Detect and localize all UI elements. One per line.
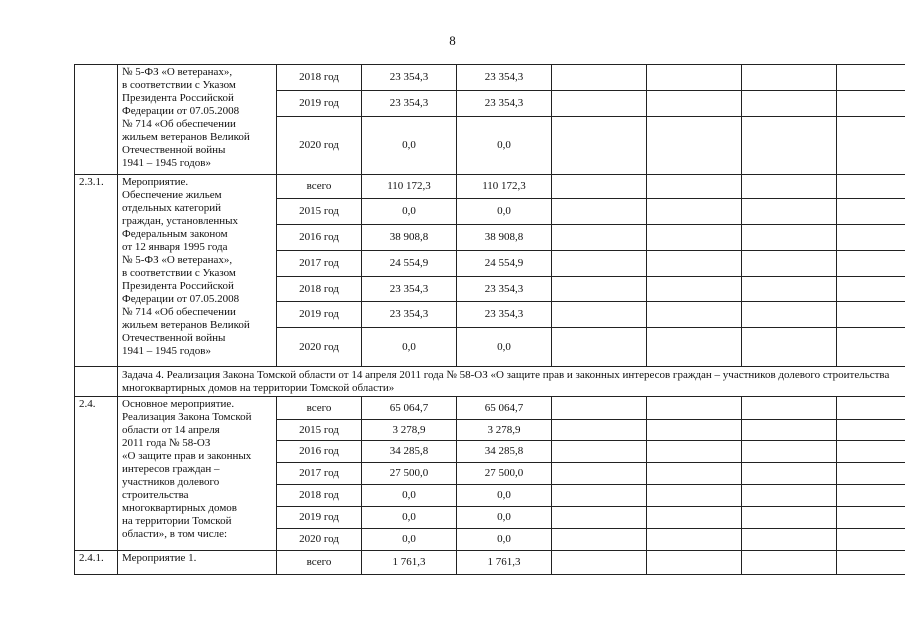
empty-cell <box>837 65 905 91</box>
value-cell: 23 354,3 <box>457 302 552 328</box>
empty-cell <box>647 441 742 463</box>
empty-cell <box>552 485 647 507</box>
empty-cell <box>742 328 837 367</box>
empty-cell <box>647 302 742 328</box>
empty-cell <box>837 507 905 529</box>
table-row <box>75 551 905 575</box>
value-cell: 38 908,8 <box>362 225 457 251</box>
year-cell: всего <box>277 175 362 199</box>
value-cell: 0,0 <box>362 328 457 367</box>
empty-cell <box>742 199 837 225</box>
value-cell: 3 278,9 <box>457 420 552 441</box>
year-cell: 2017 год <box>277 251 362 277</box>
empty-cell <box>552 117 647 175</box>
table-row <box>75 65 905 91</box>
row-number: 2.4. <box>75 397 118 551</box>
value-cell: 23 354,3 <box>362 302 457 328</box>
budget-table <box>74 64 905 575</box>
row-name: Основное мероприятие. Реализация Закона Томской области от 14 апреля 2011 года № 58-ОЗ «О защите прав и законных интересов граждан – участников долевого строительства многоквартирных домов на территории Томской области», в том числе: <box>118 397 277 551</box>
empty-cell <box>742 277 837 302</box>
value-cell: 27 500,0 <box>457 463 552 485</box>
empty-cell <box>742 420 837 441</box>
empty-cell <box>837 420 905 441</box>
empty-cell <box>647 529 742 551</box>
empty-cell <box>742 65 837 91</box>
empty-cell <box>742 441 837 463</box>
value-cell: 0,0 <box>362 485 457 507</box>
year-cell: 2018 год <box>277 485 362 507</box>
empty-cell <box>552 277 647 302</box>
empty-cell <box>647 251 742 277</box>
value-cell: 65 064,7 <box>457 397 552 420</box>
empty-cell <box>742 397 837 420</box>
year-cell: 2020 год <box>277 117 362 175</box>
empty-cell <box>837 441 905 463</box>
empty-cell <box>552 463 647 485</box>
empty-cell <box>552 175 647 199</box>
value-cell: 0,0 <box>457 199 552 225</box>
empty-cell <box>647 551 742 575</box>
row-name: № 5-ФЗ «О ветеранах», в соответствии с Указом Президента Российской Федерации от 07.05.2008 № 714 «Об обеспечении жильем ветеранов Великой Отечественной войны 1941 – 1945 годов» <box>118 65 277 175</box>
row-number <box>75 367 118 397</box>
value-cell: 23 354,3 <box>457 277 552 302</box>
empty-cell <box>742 529 837 551</box>
empty-cell <box>742 507 837 529</box>
year-cell: всего <box>277 397 362 420</box>
empty-cell <box>552 302 647 328</box>
empty-cell <box>647 328 742 367</box>
value-cell: 3 278,9 <box>362 420 457 441</box>
year-cell: 2018 год <box>277 65 362 91</box>
empty-cell <box>837 529 905 551</box>
value-cell: 1 761,3 <box>457 551 552 575</box>
row-name: Мероприятие 1. <box>118 551 277 575</box>
empty-cell <box>742 117 837 175</box>
empty-cell <box>837 117 905 175</box>
empty-cell <box>552 551 647 575</box>
empty-cell <box>647 277 742 302</box>
empty-cell <box>647 463 742 485</box>
empty-cell <box>552 91 647 117</box>
value-cell: 23 354,3 <box>457 91 552 117</box>
empty-cell <box>742 302 837 328</box>
value-cell: 34 285,8 <box>362 441 457 463</box>
page-number: 8 <box>449 33 456 48</box>
value-cell: 23 354,3 <box>457 65 552 91</box>
value-cell: 0,0 <box>362 199 457 225</box>
year-cell: 2019 год <box>277 302 362 328</box>
empty-cell <box>742 551 837 575</box>
value-cell: 110 172,3 <box>362 175 457 199</box>
empty-cell <box>837 199 905 225</box>
value-cell: 27 500,0 <box>362 463 457 485</box>
value-cell: 38 908,8 <box>457 225 552 251</box>
empty-cell <box>552 397 647 420</box>
empty-cell <box>552 420 647 441</box>
empty-cell <box>742 91 837 117</box>
value-cell: 23 354,3 <box>362 91 457 117</box>
value-cell: 0,0 <box>362 117 457 175</box>
value-cell: 23 354,3 <box>362 277 457 302</box>
empty-cell <box>647 507 742 529</box>
year-cell: 2019 год <box>277 507 362 529</box>
year-cell: 2016 год <box>277 225 362 251</box>
value-cell: 0,0 <box>457 328 552 367</box>
value-cell: 24 554,9 <box>457 251 552 277</box>
value-cell: 24 554,9 <box>362 251 457 277</box>
value-cell: 0,0 <box>362 529 457 551</box>
value-cell: 65 064,7 <box>362 397 457 420</box>
value-cell: 34 285,8 <box>457 441 552 463</box>
empty-cell <box>647 485 742 507</box>
empty-cell <box>647 225 742 251</box>
value-cell: 0,0 <box>457 529 552 551</box>
table-row <box>75 397 905 420</box>
task-heading: Задача 4. Реализация Закона Томской области от 14 апреля 2011 года № 58-ОЗ «О защите прав и законных интересов граждан – участников долевого строительства многоквартирных домов на территории Томской области» <box>118 367 905 397</box>
empty-cell <box>552 251 647 277</box>
table-row <box>75 175 905 199</box>
empty-cell <box>837 91 905 117</box>
empty-cell <box>552 441 647 463</box>
empty-cell <box>837 302 905 328</box>
empty-cell <box>742 175 837 199</box>
empty-cell <box>552 328 647 367</box>
empty-cell <box>742 463 837 485</box>
empty-cell <box>837 463 905 485</box>
row-number <box>75 65 118 175</box>
value-cell: 0,0 <box>362 507 457 529</box>
empty-cell <box>552 507 647 529</box>
value-cell: 0,0 <box>457 507 552 529</box>
empty-cell <box>837 397 905 420</box>
empty-cell <box>552 529 647 551</box>
year-cell: 2017 год <box>277 463 362 485</box>
empty-cell <box>837 251 905 277</box>
value-cell: 23 354,3 <box>362 65 457 91</box>
empty-cell <box>837 328 905 367</box>
year-cell: 2020 год <box>277 529 362 551</box>
year-cell: всего <box>277 551 362 575</box>
empty-cell <box>647 175 742 199</box>
year-cell: 2020 год <box>277 328 362 367</box>
empty-cell <box>837 485 905 507</box>
value-cell: 0,0 <box>457 117 552 175</box>
empty-cell <box>552 225 647 251</box>
empty-cell <box>837 175 905 199</box>
empty-cell <box>742 485 837 507</box>
value-cell: 110 172,3 <box>457 175 552 199</box>
empty-cell <box>552 199 647 225</box>
empty-cell <box>742 251 837 277</box>
year-cell: 2016 год <box>277 441 362 463</box>
empty-cell <box>647 65 742 91</box>
year-cell: 2015 год <box>277 420 362 441</box>
empty-cell <box>837 225 905 251</box>
empty-cell <box>647 199 742 225</box>
value-cell: 0,0 <box>457 485 552 507</box>
empty-cell <box>837 551 905 575</box>
empty-cell <box>647 397 742 420</box>
empty-cell <box>647 420 742 441</box>
value-cell: 1 761,3 <box>362 551 457 575</box>
empty-cell <box>742 225 837 251</box>
table-row <box>75 367 905 397</box>
year-cell: 2018 год <box>277 277 362 302</box>
empty-cell <box>552 65 647 91</box>
row-number: 2.3.1. <box>75 175 118 367</box>
row-name: Мероприятие. Обеспечение жильем отдельных категорий граждан, установленных Федеральным законом от 12 января 1995 года № 5-ФЗ «О ветеранах», в соответствии с Указом Президента Российской Федерации от 07.05.2008 № 714 «Об обеспечении жильем ветеранов Великой Отечественной войны 1941 – 1945 годов» <box>118 175 277 367</box>
empty-cell <box>647 117 742 175</box>
row-number: 2.4.1. <box>75 551 118 575</box>
empty-cell <box>837 277 905 302</box>
year-cell: 2015 год <box>277 199 362 225</box>
year-cell: 2019 год <box>277 91 362 117</box>
empty-cell <box>647 91 742 117</box>
